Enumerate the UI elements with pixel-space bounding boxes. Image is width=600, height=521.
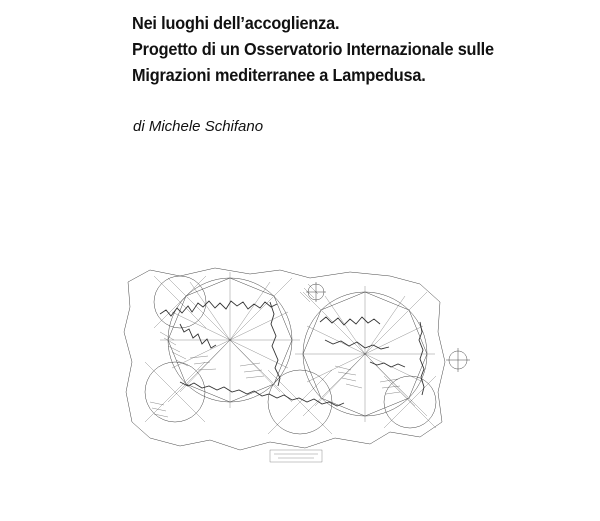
map-outline [124,268,445,450]
map-legend-box [270,450,322,462]
coastline-north [160,301,277,316]
mediterranean-map-drawing [120,262,480,472]
document-title [132,10,560,88]
author-byline: di Michele Schifano [133,118,264,135]
title-line-3: Migrazioni mediterranee a Lampedusa. [132,65,426,85]
title-line-2: Progetto di un Osservatorio Internazionale sulle [132,39,494,59]
title-line-1: Nei luoghi dell’accoglienza. [132,13,340,33]
